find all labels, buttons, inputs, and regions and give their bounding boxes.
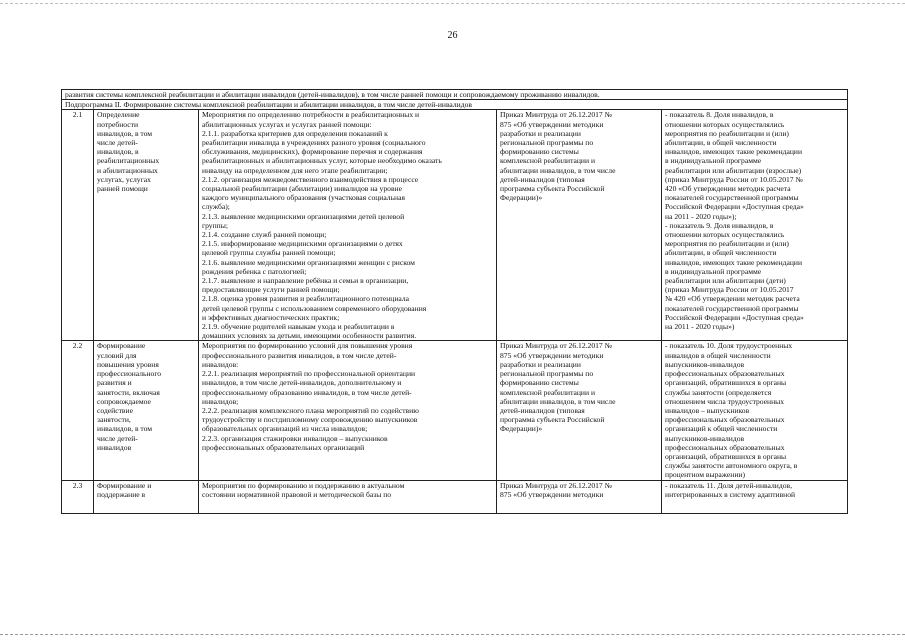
cell-line: реабилитации инвалида в учреждениях разного уровня (социального: [202, 138, 426, 148]
cell-line: трудоустройству и постдипломному сопровождению выпускников: [202, 415, 418, 425]
cell-line: службы занятости автономного округа, в: [665, 461, 798, 471]
cell-line: инвалидов, в том: [97, 128, 153, 138]
cell-line: инвалидов – выпускников: [665, 405, 750, 415]
cell-line: 2.1.6. выявление медицинскими организациями женщин с риском: [202, 257, 415, 267]
cell-line: показателей государственной программы: [665, 193, 799, 203]
cell-line: профессионального развития инвалидов, в том числе детей-: [202, 350, 397, 360]
cell-line: Приказ Минтруда от 26.12.2017 №: [500, 341, 612, 351]
cell-line: мероприятия по реабилитации и (или): [665, 128, 789, 138]
subprogram-header-row: [62, 100, 848, 110]
row-number: 2.1: [62, 110, 94, 341]
measures-cell: [199, 110, 497, 341]
legal-basis-cell: [497, 341, 662, 480]
measures-cell: [199, 480, 497, 513]
cell-line: отношением числа трудоустроенных: [665, 396, 785, 406]
legal-basis-cell: [497, 480, 662, 513]
cell-line: выпускников-инвалидов: [665, 359, 745, 369]
cell-line: услугах, услугах: [97, 174, 151, 184]
indicators-cell: [662, 480, 848, 513]
cell-line: и абилитационных: [97, 165, 158, 175]
measures-cell: [199, 341, 497, 480]
cell-line: занятости, включая: [97, 387, 160, 397]
cell-line: 2.2.3. организация стажировки инвалидов – выпускников: [202, 433, 388, 443]
cell-line: повышения уровня: [97, 359, 159, 369]
indicators-cell: [662, 341, 848, 480]
cell-line: инвалидов, имеющих такие рекомендации: [665, 147, 803, 157]
cell-line: формированию системы: [500, 147, 579, 157]
cell-line: состоянии нормативной правовой и методической базы по: [202, 489, 392, 499]
cell-line: 2.1.7. выявление и направление ребёнка и семьи в организации,: [202, 276, 409, 286]
cell-line: в индивидуальной программе: [665, 266, 762, 276]
cell-line: Формирование: [97, 341, 146, 351]
cell-line: программа субъекта Российской: [500, 184, 605, 194]
cell-line: в индивидуальной программе: [665, 156, 762, 166]
cell-line: профессионального: [97, 369, 162, 379]
cell-line: 875 «Об утверждении методики: [500, 489, 604, 499]
cell-line: профессиональных образовательных: [665, 415, 785, 425]
cell-line: организаций, обратившихся в органы: [665, 378, 787, 388]
cell-line: 2.1.8. оценка уровня развития и реабилитационного потенциала: [202, 294, 410, 304]
cell-line: реабилитационных: [97, 156, 160, 166]
cell-line: числе детей-: [97, 433, 138, 443]
cell-line: Российской Федерации «Доступная среда»: [665, 312, 804, 322]
measure-name-cell: [94, 480, 199, 513]
measure-name-cell: [94, 341, 199, 480]
cell-line: Мероприятия по формированию и поддержанию в актуальном: [202, 480, 405, 490]
cell-line: профессиональных образовательных: [665, 442, 785, 452]
cell-line: формированию системы: [500, 378, 579, 388]
cell-line: содействие: [97, 405, 133, 415]
cell-line: - показатель 10. Доля трудоустроенных: [665, 341, 793, 351]
cell-line: профессиональных образовательных организаций: [202, 442, 365, 452]
cell-line: потребности: [97, 119, 139, 129]
cell-line: инвалидов, в том: [97, 424, 153, 434]
cell-line: социальной реабилитации (абилитации) инвалидов на уровне: [202, 184, 402, 194]
cell-line: занятости,: [97, 415, 131, 425]
cell-line: - показатель 9. Доля инвалидов, в: [665, 220, 774, 230]
cell-line: отношении которых осуществлялись: [665, 230, 785, 240]
cell-line: числе детей-: [97, 138, 138, 148]
cell-line: предоставляющие услуги ранней помощи;: [202, 285, 340, 295]
cell-line: Формирование и: [97, 480, 152, 490]
cell-line: обслуживания, медицинских), формирование перечня и содержания: [202, 147, 423, 157]
cell-line: реабилитации или абилитации (дети): [665, 276, 786, 286]
cell-line: реабилитационных и абилитационных услуг, которые необходимо оказать: [202, 156, 442, 166]
cell-line: на 2011 - 2020 годы»);: [665, 211, 737, 221]
scan-edge-bottom: [0, 634, 905, 635]
cell-line: ранней помощи: [97, 184, 148, 194]
cell-line: 2.1.9. обучение родителей навыкам ухода и реабилитации в: [202, 322, 395, 332]
cell-line: службы занятости (определяется: [665, 387, 772, 397]
cell-line: абилитации инвалидов, в том числе: [500, 396, 616, 406]
cell-line: инвалидов, имеющих такие рекомендации: [665, 257, 803, 267]
cell-line: образовательных организаций из числа инвалидов;: [202, 424, 368, 434]
cell-line: региональной программы по: [500, 138, 594, 148]
table-row: [62, 110, 848, 341]
cell-line: интегрированных в систему адаптивной: [665, 489, 796, 499]
cell-line: Приказ Минтруда от 26.12.2017 №: [500, 480, 612, 490]
cell-line: программа субъекта Российской: [500, 415, 605, 425]
cell-line: рождения ребенка с патологией;: [202, 266, 307, 276]
measure-name-cell: [94, 110, 199, 341]
cell-line: Приказ Минтруда от 26.12.2017 №: [500, 110, 612, 120]
cell-line: инвалидов;: [202, 396, 239, 406]
cell-line: на 2011 - 2020 годы»): [665, 322, 735, 332]
cell-line: 2.1.4. создание служб ранней помощи;: [202, 230, 327, 240]
scan-edge-top: [0, 3, 905, 4]
cell-line: целевой группы службы ранней помощи;: [202, 248, 336, 258]
cell-line: (приказ Минтруда России от 10.05.2017 №: [665, 174, 803, 184]
cell-line: 2.1.3. выявление медицинскими организациями детей целевой: [202, 211, 405, 221]
cell-line: развития и: [97, 378, 132, 388]
cell-line: абилитации инвалидов, в том числе: [500, 165, 616, 175]
cell-line: профессиональному образованию инвалидов, в том числе детей-: [202, 387, 412, 397]
page-number: 26: [447, 30, 458, 41]
cell-line: Российской Федерации «Доступная среда»: [665, 202, 804, 212]
continued-header-row: [62, 90, 848, 100]
indicators-cell: [662, 110, 848, 341]
cell-line: комплексной реабилитации и: [500, 387, 596, 397]
cell-line: инвалидов:: [202, 359, 239, 369]
cell-line: абилитации, в общей численности: [665, 248, 777, 258]
cell-line: 875 «Об утверждении методики: [500, 119, 604, 129]
cell-line: каждого муниципального образования (участковая социальная: [202, 193, 405, 203]
cell-line: домашних условиях за детьми, имеющими особенности развития.: [202, 331, 417, 341]
cell-line: инвалидов, в том числе детей-инвалидов, дополнительному и: [202, 378, 402, 388]
cell-line: организаций, обратившихся в органы: [665, 451, 787, 461]
subprogram-title: Подпрограмма II. Формирование системы комплексной реабилитации и абилитации инвалидов, в том числе детей-инвалидов: [62, 100, 848, 110]
cell-line: сопровождаемое: [97, 396, 151, 406]
cell-line: детей-инвалидов (типовая: [500, 405, 585, 415]
cell-line: инвалидов: [97, 442, 132, 452]
cell-line: (приказ Минтруда России от 10.05.2017: [665, 285, 794, 295]
table-row: [62, 480, 848, 513]
cell-line: 420 «Об утверждении методик расчета: [665, 184, 791, 194]
cell-line: организаций к общей численности: [665, 424, 778, 434]
program-measures-table: [61, 89, 848, 514]
table-row: [62, 341, 848, 480]
cell-line: Федерации)»: [500, 424, 543, 434]
cell-line: отношении которых осуществлялись: [665, 119, 785, 129]
cell-line: № 420 «Об утверждении методик расчета: [665, 294, 800, 304]
cell-line: детей целевой группы с использованием современного оборудования: [202, 303, 427, 313]
legal-basis-cell: [497, 110, 662, 341]
cell-line: 2.2.2. реализация комплексного плана мероприятий по содействию: [202, 405, 419, 415]
cell-line: поддержание в: [97, 489, 146, 499]
cell-line: Мероприятия по формированию условий для повышения уровня: [202, 341, 413, 351]
cell-line: комплексной реабилитации и: [500, 156, 596, 166]
cell-line: 2.1.5. информирование медицинскими организациями о детях: [202, 239, 403, 249]
cell-line: абилитации, в общей численности: [665, 138, 777, 148]
cell-line: реабилитации или абилитации (взрослые): [665, 165, 802, 175]
cell-line: группы;: [202, 220, 228, 230]
cell-line: абилитационных услугах и услугах ранней помощи:: [202, 119, 372, 129]
cell-line: региональной программы по: [500, 369, 594, 379]
cell-line: и эффективных диагностических практик;: [202, 312, 340, 322]
cell-line: выпускников-инвалидов: [665, 433, 745, 443]
row-number: 2.3: [62, 480, 94, 513]
cell-line: инвалидов, в: [97, 147, 139, 157]
cell-line: мероприятия по реабилитации и (или): [665, 239, 789, 249]
cell-line: процентном выражении): [665, 470, 745, 480]
cell-line: 2.1.1. разработка критериев для определения показаний к: [202, 128, 388, 138]
cell-line: 875 «Об утверждении методики: [500, 350, 604, 360]
cell-line: Мероприятия по определению потребности в реабилитационных и: [202, 110, 420, 120]
cell-line: условий для: [97, 350, 137, 360]
cell-line: Федерации)»: [500, 193, 543, 203]
cell-line: - показатель 11. Доля детей-инвалидов,: [665, 480, 792, 490]
continued-header-text: развития системы комплексной реабилитации и абилитации инвалидов (детей-инвалидов), в том числе ранней помощи и сопровождаемому проживанию инвалидов.: [62, 90, 848, 100]
cell-line: Определение: [97, 110, 140, 120]
cell-line: профессиональных образовательных: [665, 369, 785, 379]
cell-line: инвалиду на определенном для него этапе реабилитации;: [202, 165, 388, 175]
cell-line: 2.1.2. организация межведомственного взаимодействия в процессе: [202, 174, 419, 184]
cell-line: 2.2.1. реализация мероприятий по профессиональной ориентации: [202, 369, 416, 379]
cell-line: детей-инвалидов (типовая: [500, 174, 585, 184]
cell-line: - показатель 8. Доля инвалидов, в: [665, 110, 774, 120]
row-number: 2.2: [62, 341, 94, 480]
cell-line: показателей государственной программы: [665, 303, 799, 313]
cell-line: инвалидов в общей численности: [665, 350, 771, 360]
cell-line: разработки и реализации: [500, 128, 581, 138]
cell-line: служба);: [202, 202, 230, 212]
cell-line: разработки и реализации: [500, 359, 581, 369]
